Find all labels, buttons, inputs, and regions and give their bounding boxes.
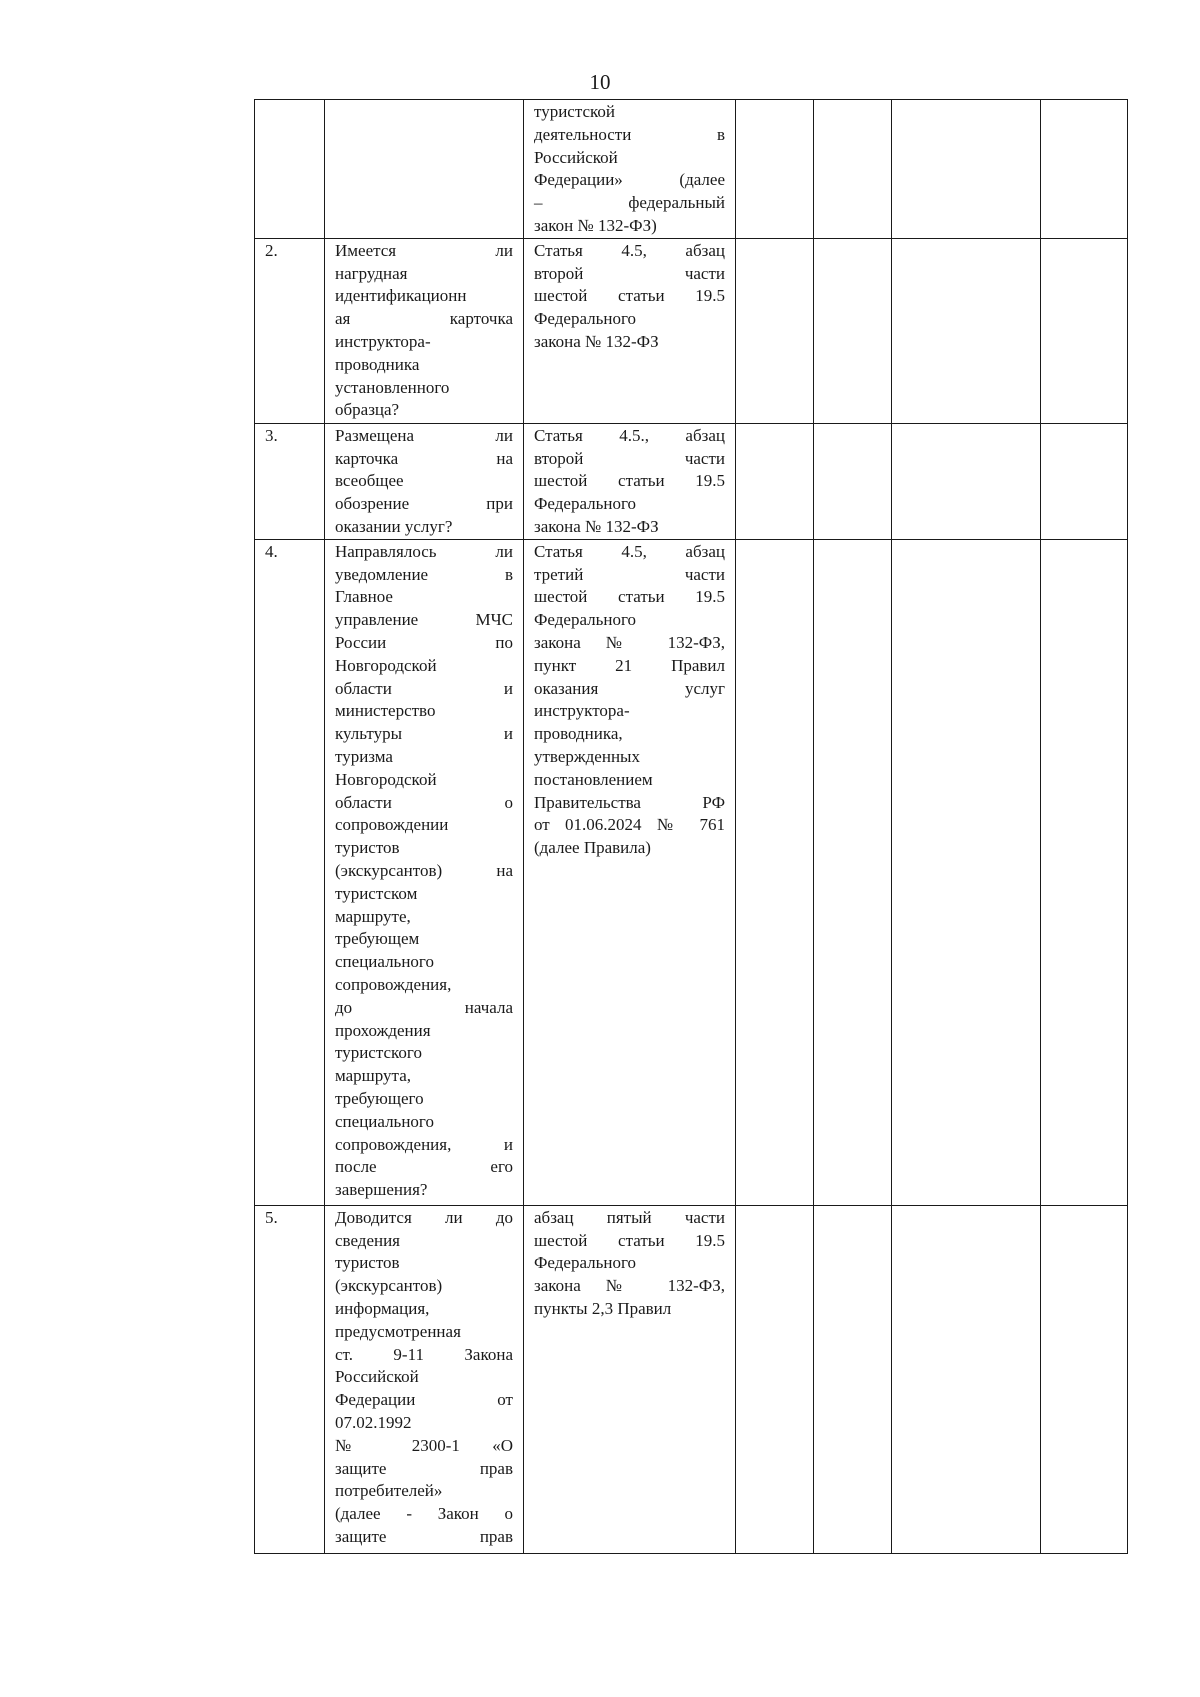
question-cell-line: (экскурсантов) [335,1276,443,1296]
legal-reference-cell-line: Статья 4.5., абзац [534,425,725,445]
question-cell-line: Главное [335,587,393,607]
question-cell-line: Имеется ли [335,240,513,260]
question-cell-line: 07.02.1992 [335,1412,412,1432]
question-cell-line: ая карточка [335,309,513,329]
question-cell-line: специального [335,952,434,972]
legal-reference-cell-line: Статья 4.5, абзац [534,541,725,561]
legal-reference-cell-line: Российской [534,147,618,167]
empty-answer-cell-2 [814,238,892,423]
legal-reference-cell-line: туристской [534,102,616,121]
question-cell-line: требующего [335,1088,424,1108]
empty-answer-cell-1 [736,423,814,539]
question-cell-line: (экскурсантов) на [335,860,513,880]
empty-answer-cell-4 [1041,100,1128,239]
legal-reference-cell-line: – федеральный [534,193,725,213]
question-cell-line: Размещена ли [335,425,513,445]
row-number-cell [255,100,325,239]
question-cell-line: туристского [335,1043,422,1063]
question-cell-line: туристов [335,838,400,858]
question-cell-line: проводника [335,354,420,374]
question-cell-line: управление МЧС [335,610,513,630]
empty-answer-cell-1 [736,100,814,239]
legal-reference-cell [524,238,736,423]
question-cell-line: сопровождения, и [335,1134,513,1154]
legal-reference-cell-line: утвержденных [534,746,640,766]
legal-reference-cell-line: второй части [534,263,725,283]
question-cell [325,100,524,239]
question-cell-line: министерство [335,701,436,721]
empty-answer-cell-1 [736,539,814,1205]
question-cell-line: инструктора- [335,331,431,351]
empty-answer-cell-2 [814,1205,892,1553]
legal-reference-cell [524,539,736,1205]
question-cell-line: Новгородской [335,655,437,675]
legal-reference-cell [524,1205,736,1553]
question-cell-line: туризма [335,746,393,766]
question-cell-line: защите прав [335,1526,513,1546]
question-cell-line: оказании услуг? [335,516,453,536]
question-cell-line: сопровождении [335,815,449,835]
legal-reference-cell-line: шестой статьи 19.5 [534,286,725,306]
table-row [255,423,1128,539]
legal-reference-cell-line: Статья 4.5, абзац [534,240,725,260]
question-cell-line: нагрудная [335,263,408,283]
empty-answer-cell-1 [736,238,814,423]
legal-reference-cell-line: пункт 21 Правил [534,655,725,675]
question-cell-line: завершения? [335,1180,428,1200]
table-row [255,1205,1128,1553]
question-cell-line: до начала [335,997,513,1017]
legal-reference-cell-line: шестой статьи 19.5 [534,587,725,607]
question-cell-line: образца? [335,400,400,420]
question-cell-line: предусмотренная [335,1321,461,1341]
legal-reference-cell-line: шестой статьи 19.5 [534,471,725,491]
legal-reference-cell-line: закона № 132-ФЗ, [534,632,725,652]
empty-answer-cell-4 [1041,539,1128,1205]
legal-reference-cell-line: инструктора- [534,701,630,721]
page-number: 10 [589,70,611,94]
question-cell-line: туристском [335,883,418,903]
question-cell-line: Российской [335,1367,419,1387]
question-cell-line: специального [335,1111,434,1131]
empty-answer-cell-2 [814,100,892,239]
question-cell-line: (далее - Закон о [335,1504,513,1524]
legal-reference-cell-line: оказания услуг [534,678,725,698]
legal-reference-cell-line: закона № 132-ФЗ, [534,1276,725,1296]
question-cell-line: карточка на [335,448,513,468]
question-cell-line: установленного [335,377,450,397]
question-cell-line: прохождения [335,1020,431,1040]
question-cell-line: туристов [335,1253,400,1273]
checklist-table [254,99,1128,1554]
empty-answer-cell-1 [736,1205,814,1553]
row-number-cell: 3. [255,423,325,539]
legal-reference-cell-line: закона № 132-ФЗ [534,331,659,351]
table-row [255,238,1128,423]
question-cell-line: области о [335,792,513,812]
question-cell-line: области и [335,678,513,698]
question-cell-line: России по [335,632,513,652]
legal-reference-cell-line: постановлением [534,769,653,789]
question-cell [325,423,524,539]
empty-answer-cell-3 [892,1205,1041,1553]
question-cell-line: потребителей» [335,1481,443,1501]
legal-reference-cell-line: Федерального [534,309,637,329]
question-cell-line: культуры и [335,724,513,744]
legal-reference-cell-line: от 01.06.2024 № 761 [534,815,725,835]
legal-reference-cell-line: Федерального [534,494,637,514]
empty-answer-cell-3 [892,423,1041,539]
legal-reference-cell-line: Федерации» (далее [534,170,725,190]
empty-answer-cell-3 [892,539,1041,1205]
question-cell-line: сведения [335,1230,401,1250]
empty-answer-cell-4 [1041,1205,1128,1553]
table-body [255,100,1128,1554]
question-cell-line: № 2300-1 «О [335,1435,513,1455]
legal-reference-cell-line: деятельности в [534,124,725,144]
question-cell [325,238,524,423]
legal-reference-cell [524,423,736,539]
legal-reference-cell-line: закон № 132-ФЗ) [534,215,657,235]
question-cell-line: ст. 9-11 Закона [335,1344,513,1364]
question-cell-line: защите прав [335,1458,513,1478]
question-cell-line: Федерации от [335,1390,513,1410]
row-number-cell: 4. [255,539,325,1205]
question-cell-line: уведомление в [335,564,513,584]
question-cell-line: информация, [335,1298,430,1318]
table-row [255,100,1128,239]
question-cell-line: Направлялось ли [335,541,513,561]
legal-reference-cell-line: пункты 2,3 Правил [534,1298,672,1318]
question-cell-line: идентификационн [335,286,467,306]
question-cell-line: требующем [335,929,420,949]
question-cell-line: обозрение при [335,494,513,514]
question-cell [325,1205,524,1553]
empty-answer-cell-4 [1041,423,1128,539]
question-cell [325,539,524,1205]
empty-answer-cell-2 [814,423,892,539]
row-number-cell: 5. [255,1205,325,1553]
legal-reference-cell-line: абзац пятый части [534,1207,725,1227]
question-cell-line: Доводится ли до [335,1207,513,1227]
legal-reference-cell [524,100,736,239]
empty-answer-cell-2 [814,539,892,1205]
question-cell-line: маршрута, [335,1066,411,1086]
question-cell-line: после его [335,1157,513,1177]
question-cell-line: Новгородской [335,769,437,789]
empty-answer-cell-4 [1041,238,1128,423]
legal-reference-cell-line: Федерального [534,610,637,630]
question-cell-line: всеобщее [335,471,404,491]
question-cell-line: маршруте, [335,906,411,926]
legal-reference-cell-line: (далее Правила) [534,838,651,858]
legal-reference-cell-line: третий части [534,564,725,584]
question-cell-line: сопровождения, [335,974,452,994]
legal-reference-cell-line: шестой статьи 19.5 [534,1230,725,1250]
empty-answer-cell-3 [892,238,1041,423]
table-row [255,539,1128,1205]
empty-answer-cell-3 [892,100,1041,239]
legal-reference-cell-line: второй части [534,448,725,468]
legal-reference-cell-line: Федерального [534,1253,637,1273]
legal-reference-cell-line: проводника, [534,724,623,744]
legal-reference-cell-line: Правительства РФ [534,792,725,812]
row-number-cell: 2. [255,238,325,423]
legal-reference-cell-line: закона № 132-ФЗ [534,516,659,536]
